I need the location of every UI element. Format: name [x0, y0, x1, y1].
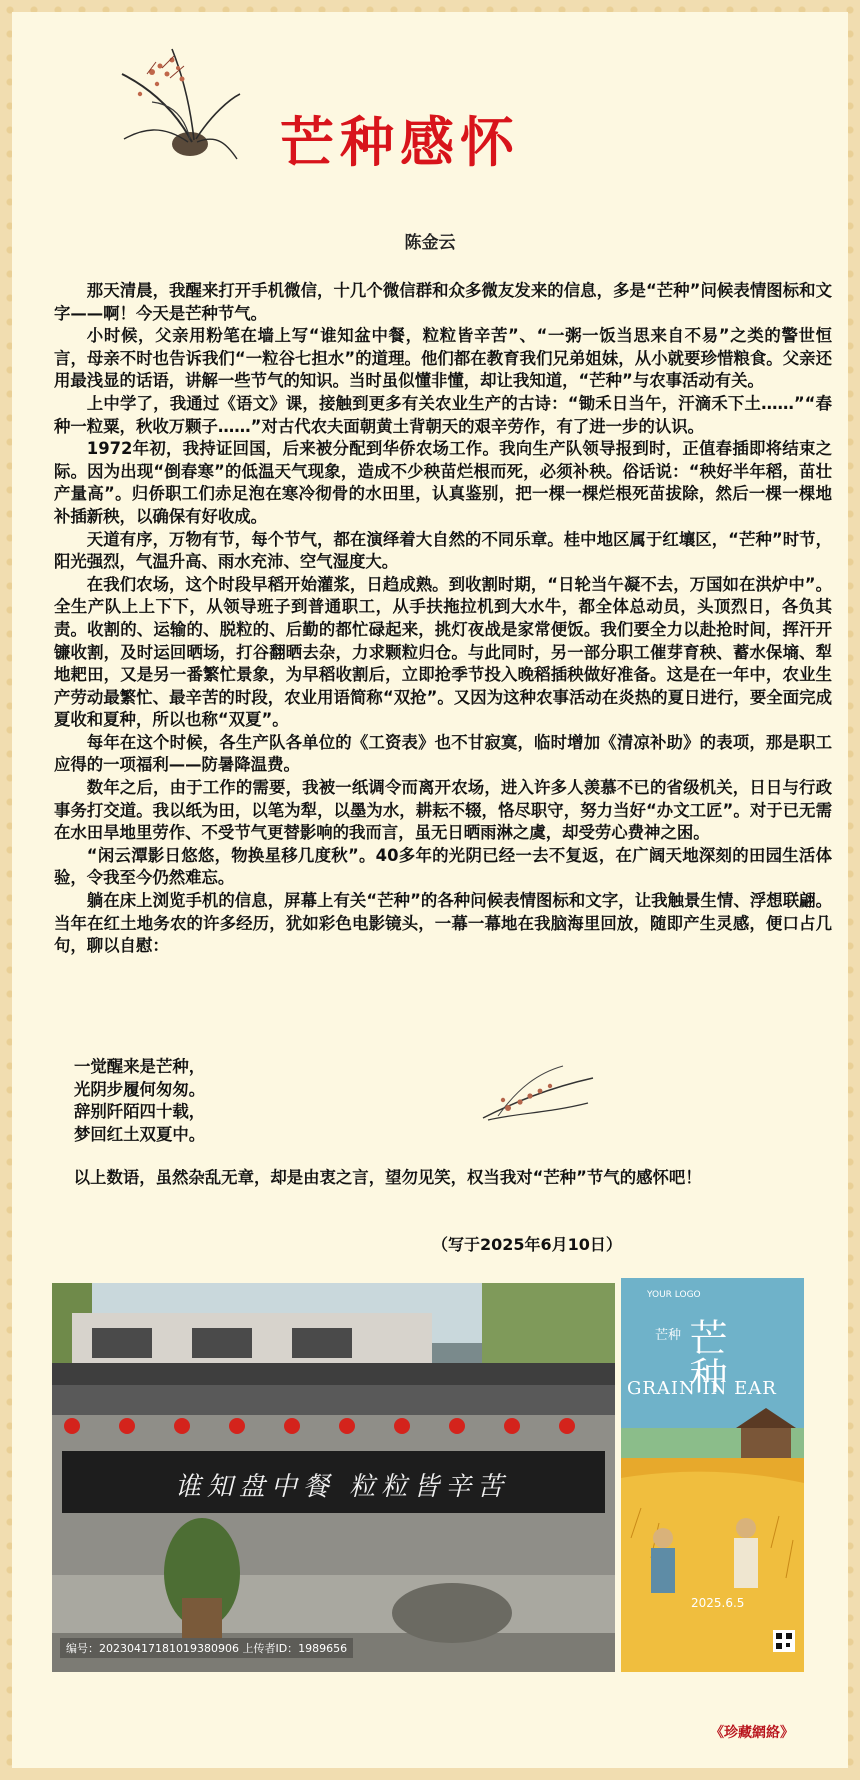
poster-badge: 芒种 [655, 1328, 682, 1343]
paragraph: 数年之后，由于工作的需要，我被一纸调令而离开农场，进入许多人羡慕不已的省级机关，日日与行政事务打交道。我以纸为田，以笔为犁，以墨为水，耕耘不辍，恪尽职守，努力当好“办文工匠”。对于已无需在水田旱地里劳作、不受节气更替影响的我而言，虽无日晒雨淋之虞，却受劳心费神之困。 [54, 778, 832, 843]
plaque-wall-photo [52, 1283, 615, 1672]
paragraph: “闲云潭影日悠悠，物换星移几度秋”。40多年的光阴已经一去不复返，在广阔天地深刻的田园生活体验，令我至今仍然难忘。 [54, 845, 832, 888]
poem-line: 光阴步履何匆匆。 [74, 1079, 206, 1099]
poem-line: 辞别阡陌四十载， [74, 1102, 206, 1122]
article-body [54, 280, 832, 958]
orchid-sprig-icon [478, 1058, 598, 1126]
poem-line: 梦回红土双夏中。 [74, 1124, 206, 1144]
author-name: 陈金云 [404, 233, 456, 253]
poster-en-title: GRAIN IN EAR [627, 1378, 777, 1399]
paragraph: 每年在这个时候，各生产队各单位的《工资表》也不甘寂寞，临时增加《清凉补助》的表项，那是职工应得的一项福利——防暑降温费。 [54, 732, 832, 775]
paragraph: 躺在床上浏览手机的信息，屏幕上有关“芒种”的各种问候表情图标和文字，让我触景生情、浮想联翩。当年在红土地务农的许多经历，犹如彩色电影镜头，一幕一幕地在我脑海里回放，随即产生灵感，便口占几句，聊以自慰： [54, 891, 832, 956]
poster-calligraphy: 芒种 [683, 1318, 727, 1394]
page-title: 芒种感怀 [280, 110, 520, 174]
paragraph: 上中学了，我通过《语文》课，接触到更多有关农业生产的古诗：“锄禾日当午，汗滴禾下土……”“春种一粒粟，秋收万颗子……”对古代农夫面朝黄土背朝天的艰辛劳作，有了进一步的认识。 [54, 393, 832, 436]
photo-caption: 编号：20230417181019380906 上传者ID：1989656 [60, 1638, 353, 1658]
orchid-painting-icon [112, 44, 242, 169]
poem [74, 1056, 374, 1146]
plaque-inscription: 谁知盘中餐 粒粒皆辛苦 [174, 1472, 510, 1502]
poster-date: 2025.6.5 [691, 1596, 745, 1610]
closing-paragraph: 以上数语，虽然杂乱无章，却是由衷之言，望勿见笑，权当我对“芒种”节气的感怀吧！ [73, 1168, 702, 1187]
collection-seal: 《珍藏網絡》 [710, 1725, 794, 1741]
poem-line: 一觉醒来是芒种， [74, 1057, 206, 1076]
paragraph: 1972年初，我持证回国，后来被分配到华侨农场工作。我向生产队领导报到时，正值春插即将结束之际。因为出现“倒春寒”的低温天气现象，造成不少秧苗烂根而死，必须补秧。俗话说：“秧好半年稻，苗壮产量高”。归侨职工们赤足泡在寒冷彻骨的水田里，认真鉴别，把一棵一棵烂根死苗拔除，然后一棵一棵地补插新秧，以确保有好收成。 [54, 439, 832, 526]
paragraph: 在我们农场，这个时段早稻开始灌浆，日趋成熟。到收割时期，“日轮当午凝不去，万国如在洪炉中”。全生产队上上下下，从领导班子到普通职工，从手扶拖拉机到大水牛，都全体总动员，头顶烈日，各负其责。收割的、运输的、脱粒的、后勤的都忙碌起来，挑灯夜战是家常便饭。我们要全力以赴抢时间，挥汗开镰收割，及时运回晒场，打谷翻晒去杂，力求颗粒归仓。与此同时，另一部分职工催芽育秧、蓄水保墒、犁地耙田，又是另一番繁忙景象，为早稻收割后，立即抢季节投入晚稻插秧做好准备。这是在一年中，农业生产劳动最繁忙、最辛苦的时段，农业用语简称“双抢”。又因为这种农事活动在炎热的夏日进行，要全面完成夏收和夏种，所以也称“双夏”。 [54, 574, 832, 730]
grain-in-ear-poster [621, 1278, 804, 1672]
closing-remark [54, 1167, 832, 1190]
paragraph: 那天清晨，我醒来打开手机微信，十几个微信群和众多微友发来的信息，多是“芒种”问候表情图标和文字——啊！今天是芒种节气。 [54, 281, 832, 323]
poster-logo: YOUR LOGO [647, 1290, 701, 1300]
paragraph: 小时候，父亲用粉笔在墙上写“谁知盆中餐，粒粒皆辛苦”、“一粥一饭当思来自不易”之类的警世恒言，母亲不时也告诉我们“一粒谷七担水”的道理。他们都在教育我们兄弟姐妹，从小就要珍惜粮食。父亲还用最浅显的话语，讲解一些节气的知识。当时虽似懂非懂，却让我知道，“芒种”与农事活动有关。 [54, 326, 832, 391]
paragraph: 天道有序，万物有节，每个节气，都在演绎着大自然的不同乐章。桂中地区属于红壤区，“芒种”时节，阳光强烈，气温升高、雨水充沛、空气湿度大。 [54, 529, 832, 572]
date-line: （写于2025年6月10日） [432, 1235, 622, 1254]
